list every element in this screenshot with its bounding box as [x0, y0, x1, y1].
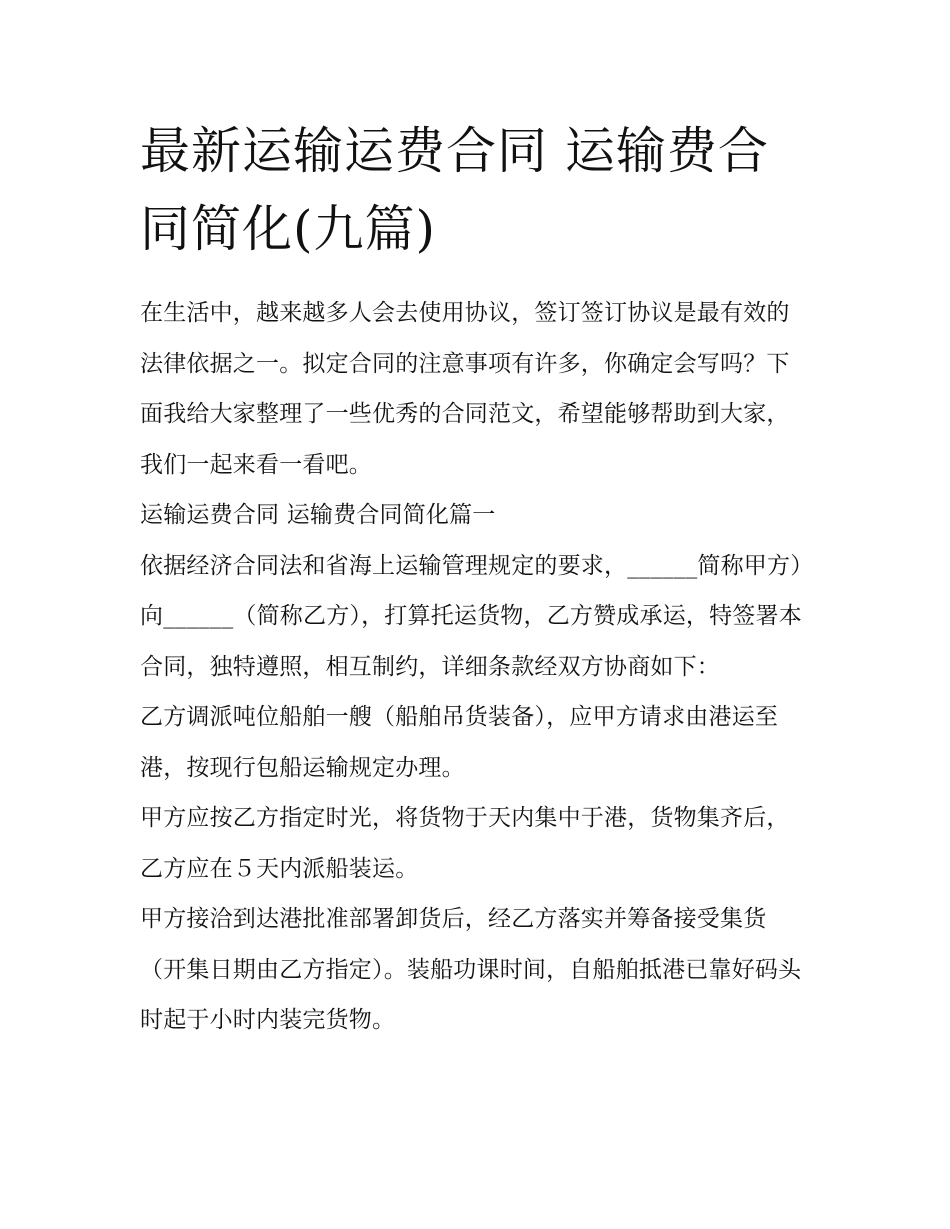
intro-paragraph: 在生活中，越来越多人会去使用协议，签订签订协议是最有效的法律依据之一。拟定合同的注意事项有许多，你确定会写吗？下面我给大家整理了一些优秀的合同范文，希望能够帮助到大家，我们一起来看一看吧。 [140, 300, 790, 478]
document-body [140, 288, 812, 1046]
body-paragraph: 乙方调派吨位船舶一艘（船舶吊货装备），应甲方请求由港运至港，按现行包船运输规定办理。 [140, 704, 779, 781]
body-paragraph: 依据经济合同法和省海上运输管理规定的要求，______简称甲方）向______（简称乙方），打算托运货物，乙方赞成承运，特签署本合同，独特遵照，相互制约，详细条款经双方协商如下： [140, 552, 802, 680]
section-heading: 运输运费合同 运输费合同简化篇一 [140, 502, 496, 528]
document-page [140, 112, 812, 1046]
body-paragraph: 甲方接洽到达港批准部署卸货后，经乙方落实并筹备接受集货（开集日期由乙方指定）。装船功课时间，自船舶抵港已靠好码头时起于小时内装完货物。 [140, 906, 802, 1033]
body-paragraph: 甲方应按乙方指定时光，将货物于天内集中于港，货物集齐后，乙方应在５天内派船装运。 [140, 805, 790, 882]
document-title: 最新运输运费合同 运输费合同简化(九篇) [140, 122, 769, 258]
